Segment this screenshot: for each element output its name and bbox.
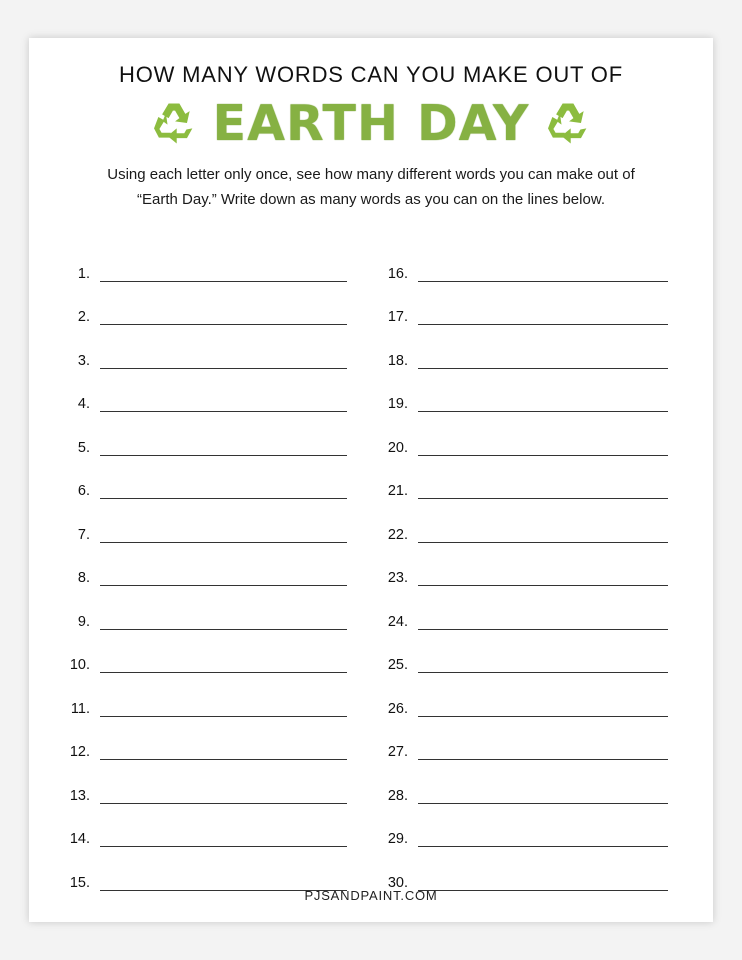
answer-blank[interactable] — [100, 266, 347, 282]
answer-blank[interactable] — [100, 396, 347, 412]
answer-blank[interactable] — [100, 744, 347, 760]
answer-blank[interactable] — [418, 309, 668, 325]
answer-blank[interactable] — [100, 788, 347, 804]
answer-number: 12. — [69, 744, 90, 760]
answer-number: 13. — [69, 787, 90, 804]
answer-line[interactable] — [381, 457, 668, 501]
answer-line[interactable] — [381, 544, 668, 588]
answer-column-left — [62, 239, 347, 892]
answer-blank[interactable] — [418, 788, 668, 804]
answer-number: 22. — [387, 526, 408, 543]
answer-line[interactable] — [62, 848, 347, 892]
answer-line[interactable] — [62, 631, 347, 675]
answer-number: 7. — [77, 526, 90, 543]
answer-number: 1. — [77, 265, 90, 282]
answer-blank[interactable] — [100, 440, 347, 456]
answer-line[interactable] — [62, 500, 347, 544]
answer-number: 20. — [387, 439, 408, 456]
answer-line[interactable] — [62, 587, 347, 631]
answer-line[interactable] — [62, 283, 347, 327]
answer-blank[interactable] — [418, 701, 668, 717]
answer-line[interactable] — [62, 413, 347, 457]
answer-blank[interactable] — [418, 831, 668, 847]
instructions-line-2: “Earth Day.” Write down as many words as you can on the lines below. — [137, 191, 605, 208]
answer-blank[interactable] — [100, 527, 347, 543]
answer-number: 14. — [69, 831, 90, 847]
answer-number: 16. — [387, 265, 408, 282]
answer-number: 23. — [387, 570, 408, 586]
answer-line[interactable] — [381, 718, 668, 762]
answer-line[interactable] — [381, 631, 668, 675]
answer-blank[interactable] — [100, 353, 347, 369]
answer-line[interactable] — [381, 674, 668, 718]
answer-line[interactable] — [381, 283, 668, 327]
instructions-line-1: Using each letter only once, see how many different words you can make out of — [107, 166, 635, 183]
answer-number: 4. — [77, 396, 90, 412]
answer-blank[interactable] — [418, 353, 668, 369]
recycle-icon — [541, 96, 595, 150]
answer-blank[interactable] — [100, 570, 347, 586]
answer-number: 27. — [387, 744, 408, 760]
answer-number: 3. — [77, 352, 90, 369]
answer-blank[interactable] — [418, 440, 668, 456]
footer-website: PJSANDPAINT.COM — [304, 888, 438, 903]
answer-number: 29. — [387, 831, 408, 847]
answer-line[interactable] — [381, 326, 668, 370]
answer-blank[interactable] — [418, 570, 668, 586]
answer-line[interactable] — [62, 761, 347, 805]
answer-line[interactable] — [381, 370, 668, 414]
answer-line[interactable] — [62, 457, 347, 501]
answer-line[interactable] — [381, 848, 668, 892]
answer-blank[interactable] — [100, 483, 347, 499]
answer-line[interactable] — [381, 239, 668, 283]
answer-number: 10. — [69, 657, 90, 673]
answer-number: 28. — [387, 787, 408, 804]
answer-line[interactable] — [381, 761, 668, 805]
title-banner — [29, 92, 713, 154]
worksheet-heading: HOW MANY WORDS CAN YOU MAKE OUT OF — [119, 62, 623, 87]
answer-number: 15. — [69, 874, 90, 891]
answer-blank[interactable] — [418, 527, 668, 543]
answer-blank[interactable] — [418, 483, 668, 499]
answer-number: 25. — [387, 657, 408, 673]
answer-number: 2. — [77, 309, 90, 325]
answer-line[interactable] — [381, 500, 668, 544]
answer-number: 17. — [387, 309, 408, 325]
answer-number: 9. — [77, 613, 90, 630]
answer-number: 24. — [387, 613, 408, 630]
answer-line[interactable] — [381, 587, 668, 631]
earth-day-title: EARTH DAY — [212, 94, 530, 152]
answer-blank[interactable] — [100, 701, 347, 717]
answer-line[interactable] — [62, 239, 347, 283]
answer-blank[interactable] — [418, 657, 668, 673]
answer-number: 30. — [387, 874, 408, 891]
answer-line[interactable] — [62, 544, 347, 588]
answer-line[interactable] — [62, 370, 347, 414]
answer-number: 5. — [77, 439, 90, 456]
answer-line[interactable] — [62, 718, 347, 762]
answer-number: 18. — [387, 352, 408, 369]
answer-number: 19. — [387, 396, 408, 412]
answer-line[interactable] — [381, 805, 668, 849]
answer-line[interactable] — [62, 674, 347, 718]
answer-blank[interactable] — [100, 831, 347, 847]
instructions — [69, 162, 673, 212]
answer-number: 11. — [70, 700, 90, 717]
answer-line[interactable] — [62, 326, 347, 370]
answer-line[interactable] — [62, 805, 347, 849]
answer-blank[interactable] — [100, 657, 347, 673]
answer-blank[interactable] — [418, 396, 668, 412]
answer-number: 6. — [77, 483, 90, 499]
answer-number: 8. — [77, 570, 90, 586]
recycle-icon — [147, 96, 201, 150]
answer-line[interactable] — [381, 413, 668, 457]
answer-number: 26. — [387, 700, 408, 717]
answer-blank[interactable] — [418, 266, 668, 282]
answer-blank[interactable] — [418, 614, 668, 630]
answer-blank[interactable] — [418, 744, 668, 760]
answer-blank[interactable] — [100, 614, 347, 630]
answer-blank[interactable] — [100, 309, 347, 325]
answer-number: 21. — [387, 483, 408, 499]
worksheet-page — [29, 38, 713, 922]
answer-column-right — [381, 239, 668, 892]
